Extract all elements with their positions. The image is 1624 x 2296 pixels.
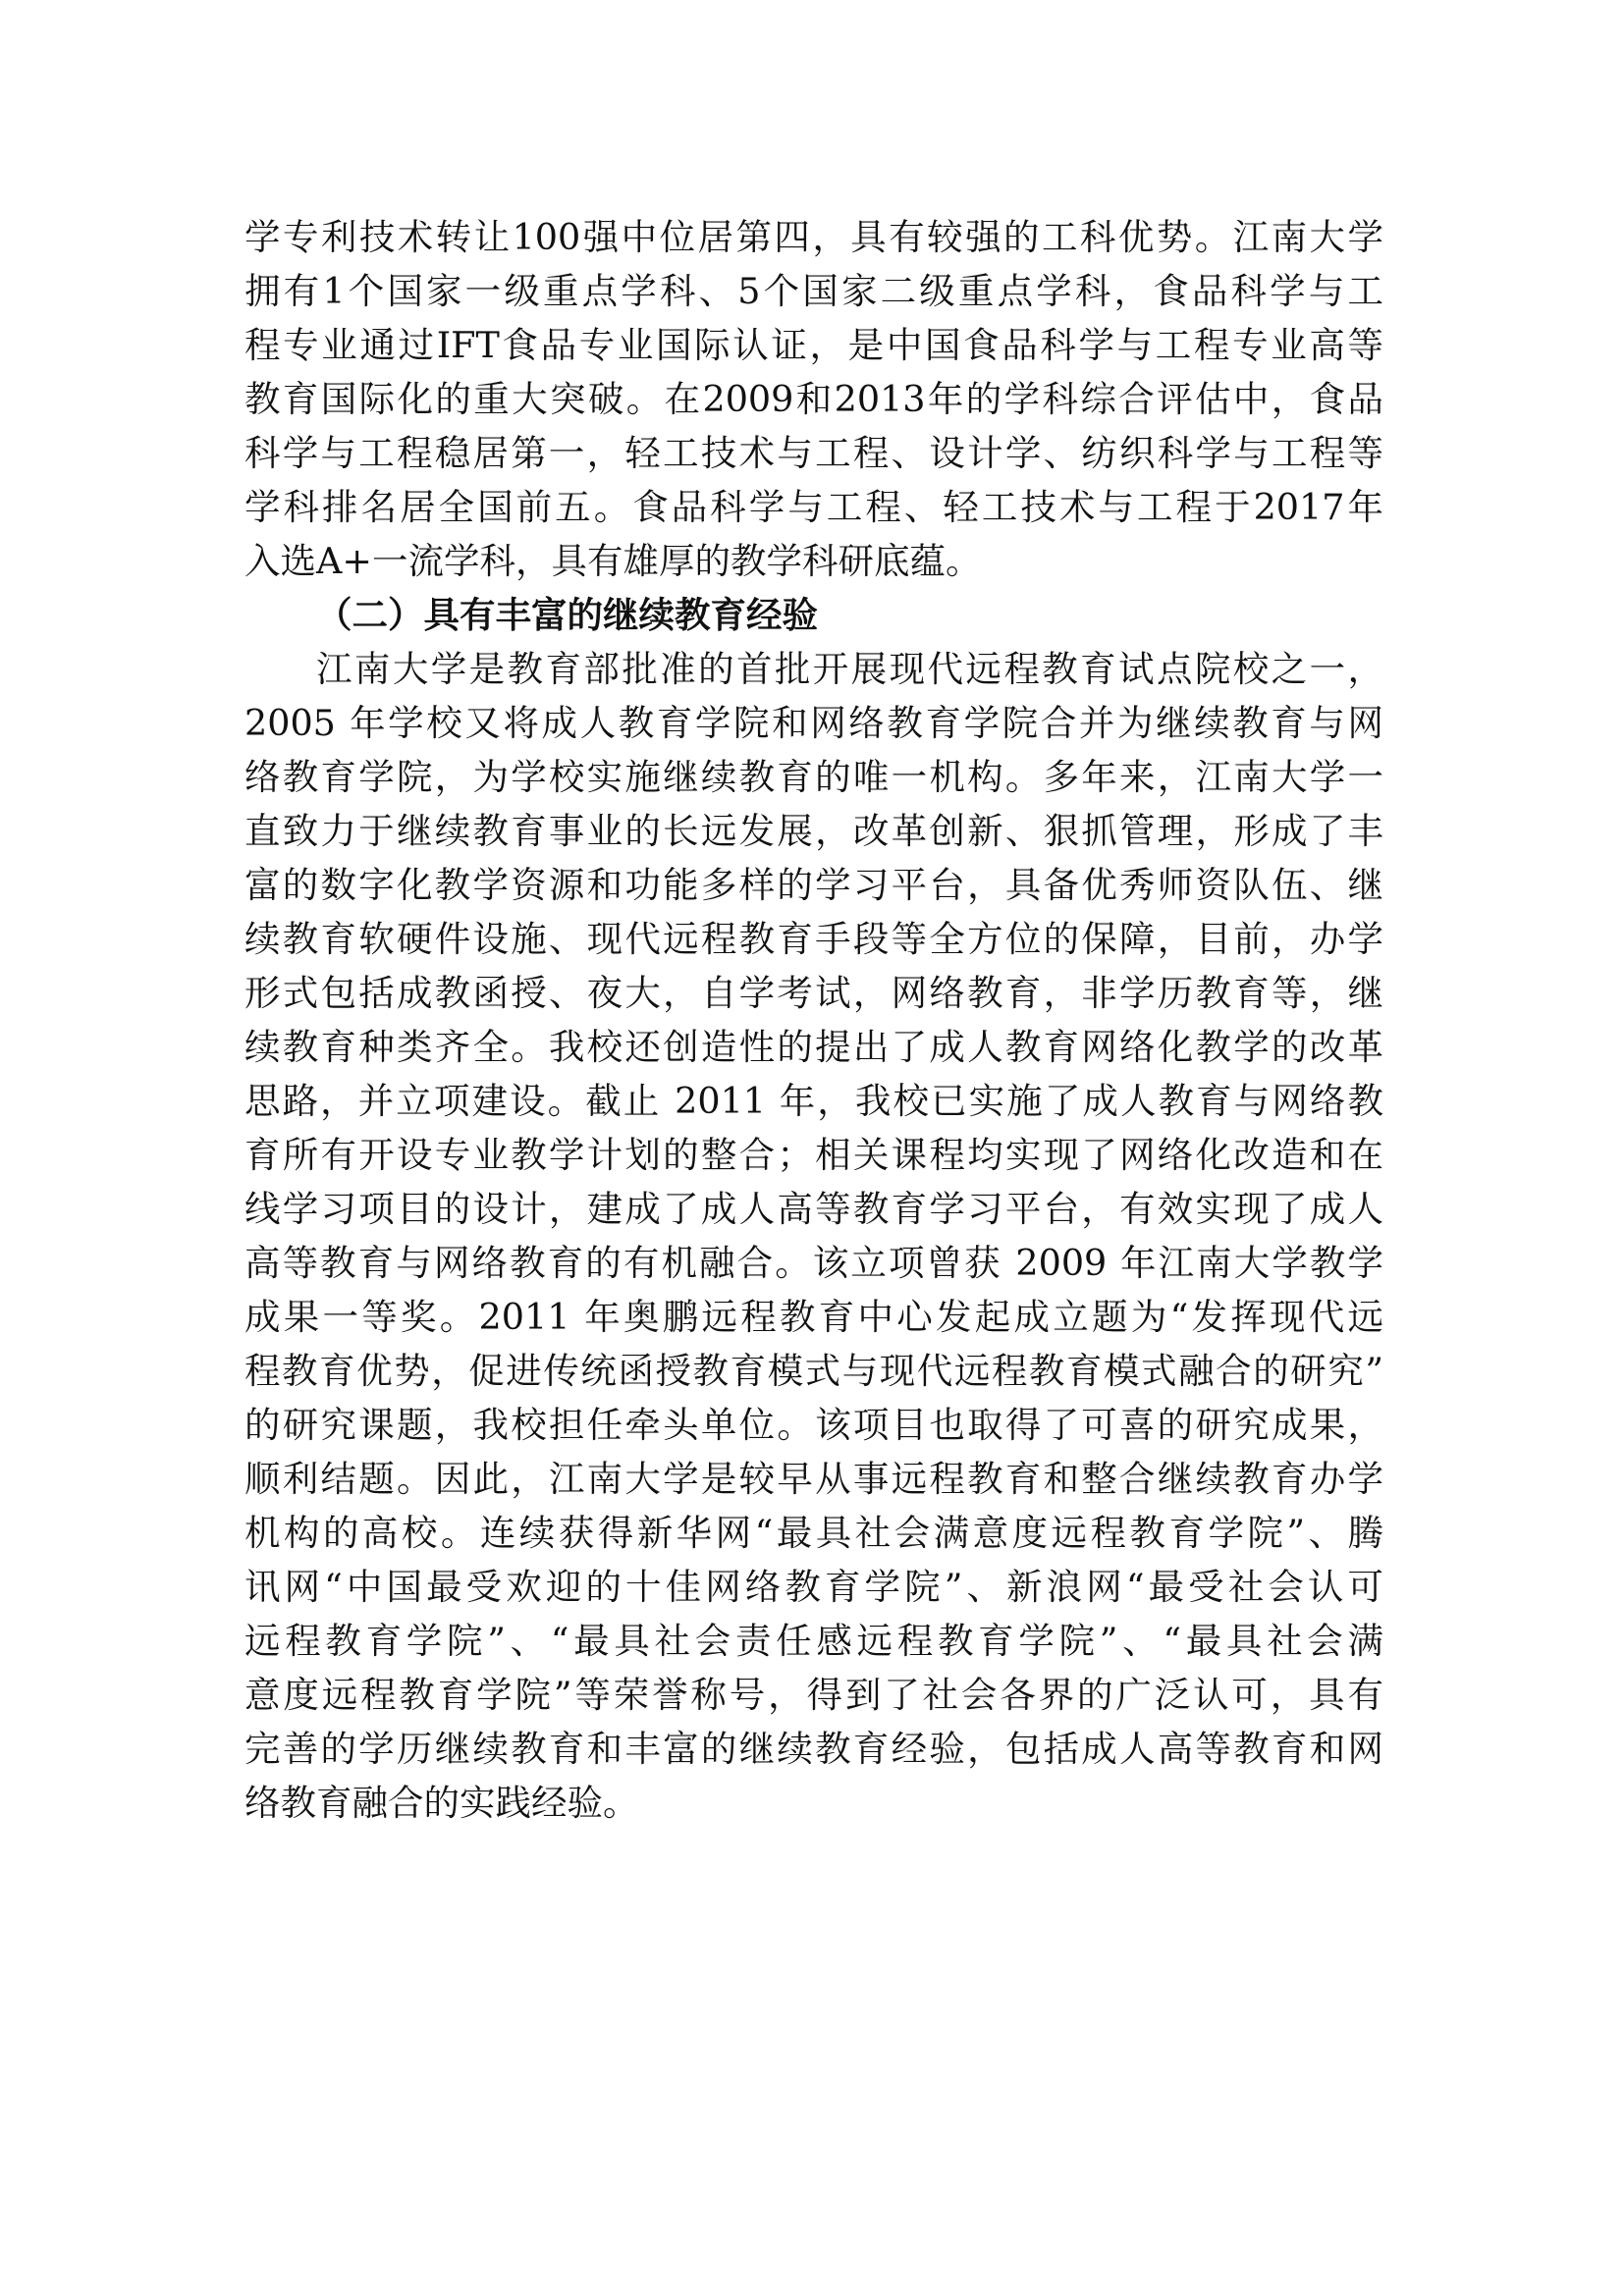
paragraph-2-line: 远程教育学院”、“最具社会责任感远程教育学院”、“最具社会满: [244, 1620, 1383, 1662]
paragraph-2-line: 意度远程教育学院”等荣誉称号，得到了社会各界的广泛认可，具有: [244, 1674, 1383, 1716]
paragraph-2-line: 育所有开设专业教学计划的整合；相关课程均实现了网络化改造和在: [244, 1134, 1383, 1176]
body-text: [244, 210, 1383, 1830]
paragraph-2-line: 顺利结题。因此，江南大学是较早从事远程教育和整合继续教育办学: [244, 1458, 1383, 1500]
paragraph-2-line: 高等教育与网络教育的有机融合。该立项曾获 2009 年江南大学教学: [244, 1242, 1383, 1284]
section-heading: （二）具有丰富的继续教育经验: [316, 594, 818, 636]
paragraph-1-line: 科学与工程稳居第一，轻工技术与工程、设计学、纺织科学与工程等: [244, 432, 1383, 474]
paragraph-2-line: 线学习项目的设计，建成了成人高等教育学习平台，有效实现了成人: [244, 1188, 1383, 1230]
paragraph-2-line: 成果一等奖。2011 年奥鹏远程教育中心发起成立题为“发挥现代远: [244, 1296, 1383, 1338]
paragraph-2-line: 程教育优势，促进传统函授教育模式与现代远程教育模式融合的研究”: [244, 1350, 1383, 1392]
paragraph-2-line: 的研究课题，我校担任牵头单位。该项目也取得了可喜的研究成果，: [244, 1404, 1383, 1446]
paragraph-2-line: 富的数字化教学资源和功能多样的学习平台，具备优秀师资队伍、继: [244, 864, 1383, 906]
paragraph-2-line: 讯网“中国最受欢迎的十佳网络教育学院”、新浪网“最受社会认可: [244, 1566, 1383, 1608]
paragraph-2-line: 江南大学是教育部批准的首批开展现代远程教育试点院校之一，: [316, 648, 1383, 690]
paragraph-2-line: 形式包括成教函授、夜大，自学考试，网络教育，非学历教育等，继: [244, 972, 1383, 1014]
paragraph-1-line: 入选A+一流学科，具有雄厚的教学科研底蕴。: [244, 540, 982, 582]
paragraph-1-line: 教育国际化的重大突破。在2009和2013年的学科综合评估中，食品: [244, 378, 1383, 420]
paragraph-2-line: 络教育融合的实践经验。: [244, 1782, 639, 1824]
paragraph-2-line: 2005 年学校又将成人教育学院和网络教育学院合并为继续教育与网: [244, 702, 1383, 744]
paragraph-2-line: 络教育学院，为学校实施继续教育的唯一机构。多年来，江南大学一: [244, 756, 1383, 798]
paragraph-1-line: 学专利技术转让100强中位居第四，具有较强的工科优势。江南大学: [244, 216, 1383, 258]
paragraph-2-line: 直致力于继续教育事业的长远发展，改革创新、狠抓管理，形成了丰: [244, 810, 1383, 852]
paragraph-1-line: 程专业通过IFT食品专业国际认证，是中国食品科学与工程专业高等: [244, 324, 1383, 366]
paragraph-1-line: 学科排名居全国前五。食品科学与工程、轻工技术与工程于2017年: [244, 486, 1383, 528]
paragraph-1-line: 拥有1个国家一级重点学科、5个国家二级重点学科，食品科学与工: [244, 270, 1383, 312]
paragraph-2-line: 续教育种类齐全。我校还创造性的提出了成人教育网络化教学的改革: [244, 1026, 1383, 1068]
paragraph-2-line: 续教育软硬件设施、现代远程教育手段等全方位的保障，目前，办学: [244, 918, 1383, 960]
paragraph-2-line: 完善的学历继续教育和丰富的继续教育经验，包括成人高等教育和网: [244, 1728, 1383, 1770]
paragraph-2-line: 思路，并立项建设。截止 2011 年，我校已实施了成人教育与网络教: [244, 1080, 1383, 1122]
paragraph-2-line: 机构的高校。连续获得新华网“最具社会满意度远程教育学院”、腾: [244, 1512, 1383, 1554]
